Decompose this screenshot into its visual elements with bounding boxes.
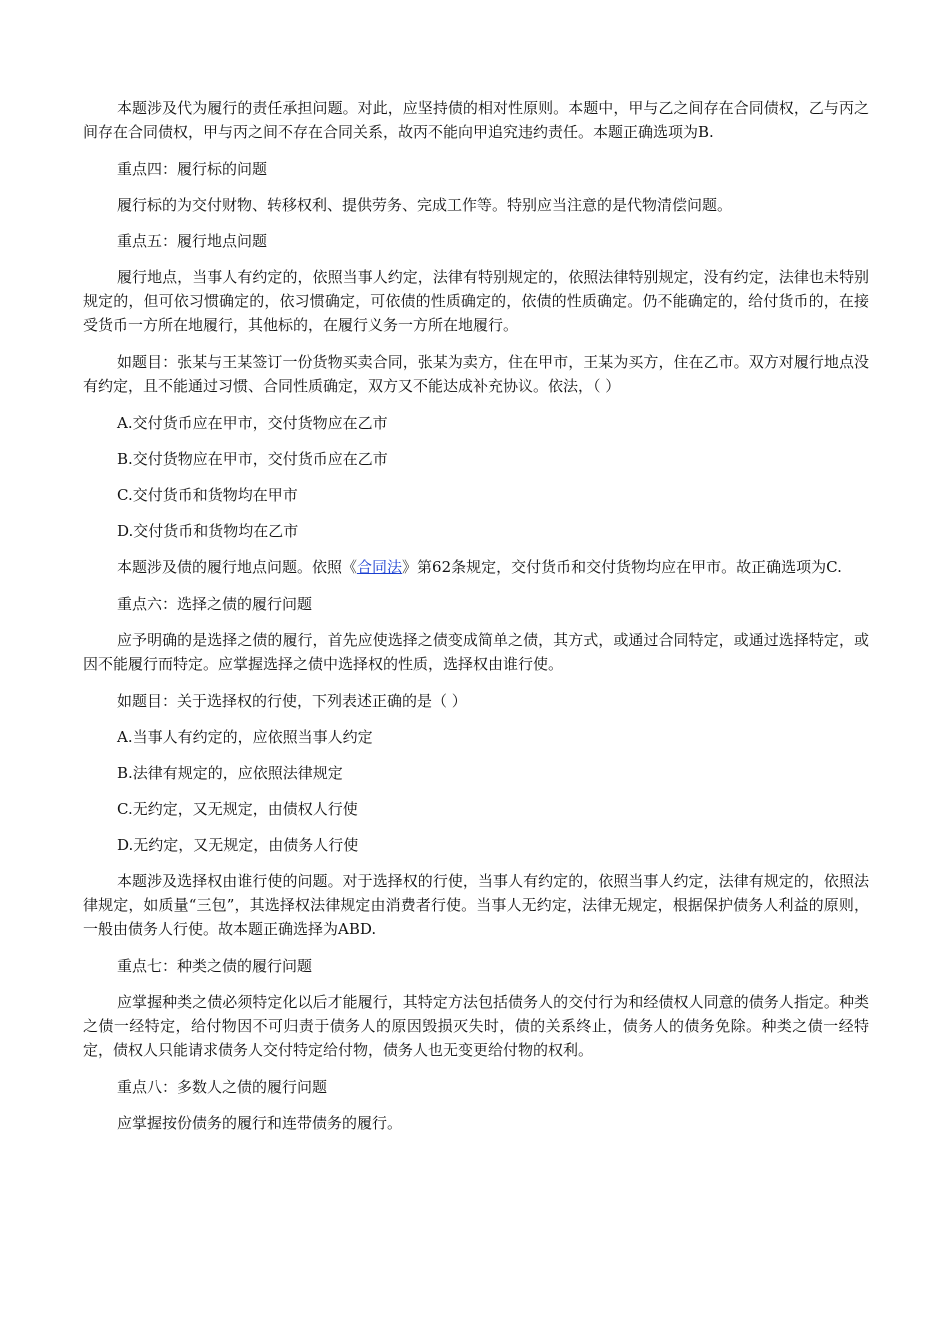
paragraph-answer-explanation-abd: 本题涉及选择权由谁行使的问题。对于选择权的行使，当事人有约定的，依照当事人约定，法律有规定的，依照法律规定，如质量“三包”，其选择权法律规定由消费者行使。当事人无约定，法律无规定，根据保护债务人利益的原则，一般由债务人行使。故本题正确选择为ABD.	[83, 872, 869, 938]
option-b-choice: B.法律有规定的，应依照法律规定	[117, 764, 343, 782]
heading-key-point-seven: 重点七：种类之债的履行问题	[117, 957, 313, 975]
paragraph-answer-explanation-b: 本题涉及代为履行的责任承担问题。对此，应坚持债的相对性原则。本题中，甲与乙之间存在合同债权，乙与丙之间存在合同债权，甲与丙之间不存在合同关系，故丙不能向甲追究违约责任。本题正确选项为B.	[83, 99, 869, 141]
explanation-text-after: 》第62条规定，交付货币和交付货物均应在甲市。故正确选项为C.	[402, 558, 842, 576]
option-c-place: C.交付货币和货物均在甲市	[117, 486, 298, 504]
paragraph-choice-obligation: 应予明确的是选择之债的履行，首先应使选择之债变成简单之债，其方式，或通过合同特定，或通过选择特定，或因不能履行而特定。应掌握选择之债中选择权的性质，选择权由谁行使。	[83, 631, 869, 673]
option-b-place: B.交付货物应在甲市，交付货币应在乙市	[117, 450, 388, 468]
option-a-choice: A.当事人有约定的，应依照当事人约定	[117, 728, 373, 746]
paragraph-multi-party-obligation: 应掌握按份债务的履行和连带债务的履行。	[117, 1114, 403, 1132]
option-a-place: A.交付货币应在甲市，交付货物应在乙市	[117, 414, 388, 432]
paragraph-question-choice: 如题目：关于选择权的行使，下列表述正确的是（ ）	[117, 692, 467, 710]
heading-key-point-eight: 重点八：多数人之债的履行问题	[117, 1078, 328, 1096]
paragraph-performance-object: 履行标的为交付财物、转移权利、提供劳务、完成工作等。特别应当注意的是代物清偿问题。	[117, 196, 733, 214]
paragraph-answer-explanation-c	[83, 555, 869, 579]
heading-key-point-six: 重点六：选择之债的履行问题	[117, 595, 313, 613]
paragraph-kind-obligation: 应掌握种类之债必须特定化以后才能履行，其特定方法包括债务人的交付行为和经债权人同意的债务人指定。种类之债一经特定，给付物因不可归责于债务人的原因毁损灭失时，债的关系终止，债务人的债务免除。种类之债一经特定，债权人只能请求债务人交付特定给付物，债务人也无变更给付物的权利。	[83, 993, 869, 1059]
contract-law-link[interactable]: 合同法	[357, 558, 403, 576]
explanation-text-before: 本题涉及债的履行地点问题。依照《	[117, 558, 358, 576]
heading-key-point-four: 重点四：履行标的问题	[117, 160, 268, 178]
option-d-choice: D.无约定，又无规定，由债务人行使	[117, 836, 359, 854]
paragraph-question-place: 如题目：张某与王某签订一份货物买卖合同，张某为卖方，住在甲市，王某为买方，住在乙市。双方对履行地点没有约定，且不能通过习惯、合同性质确定，双方又不能达成补充协议。依法，（ ）	[83, 353, 869, 395]
heading-key-point-five: 重点五：履行地点问题	[117, 232, 268, 250]
option-d-place: D.交付货币和货物均在乙市	[117, 522, 299, 540]
document-body	[83, 96, 869, 1147]
option-c-choice: C.无约定，又无规定，由债权人行使	[117, 800, 358, 818]
paragraph-performance-place: 履行地点，当事人有约定的，依照当事人约定，法律有特别规定的，依照法律特别规定，没有约定，法律也未特别规定的，但可依习惯确定的，依习惯确定，可依债的性质确定的，依债的性质确定。仍不能确定的，给付货币的，在接受货币一方所在地履行，其他标的，在履行义务一方所在地履行。	[83, 268, 869, 334]
